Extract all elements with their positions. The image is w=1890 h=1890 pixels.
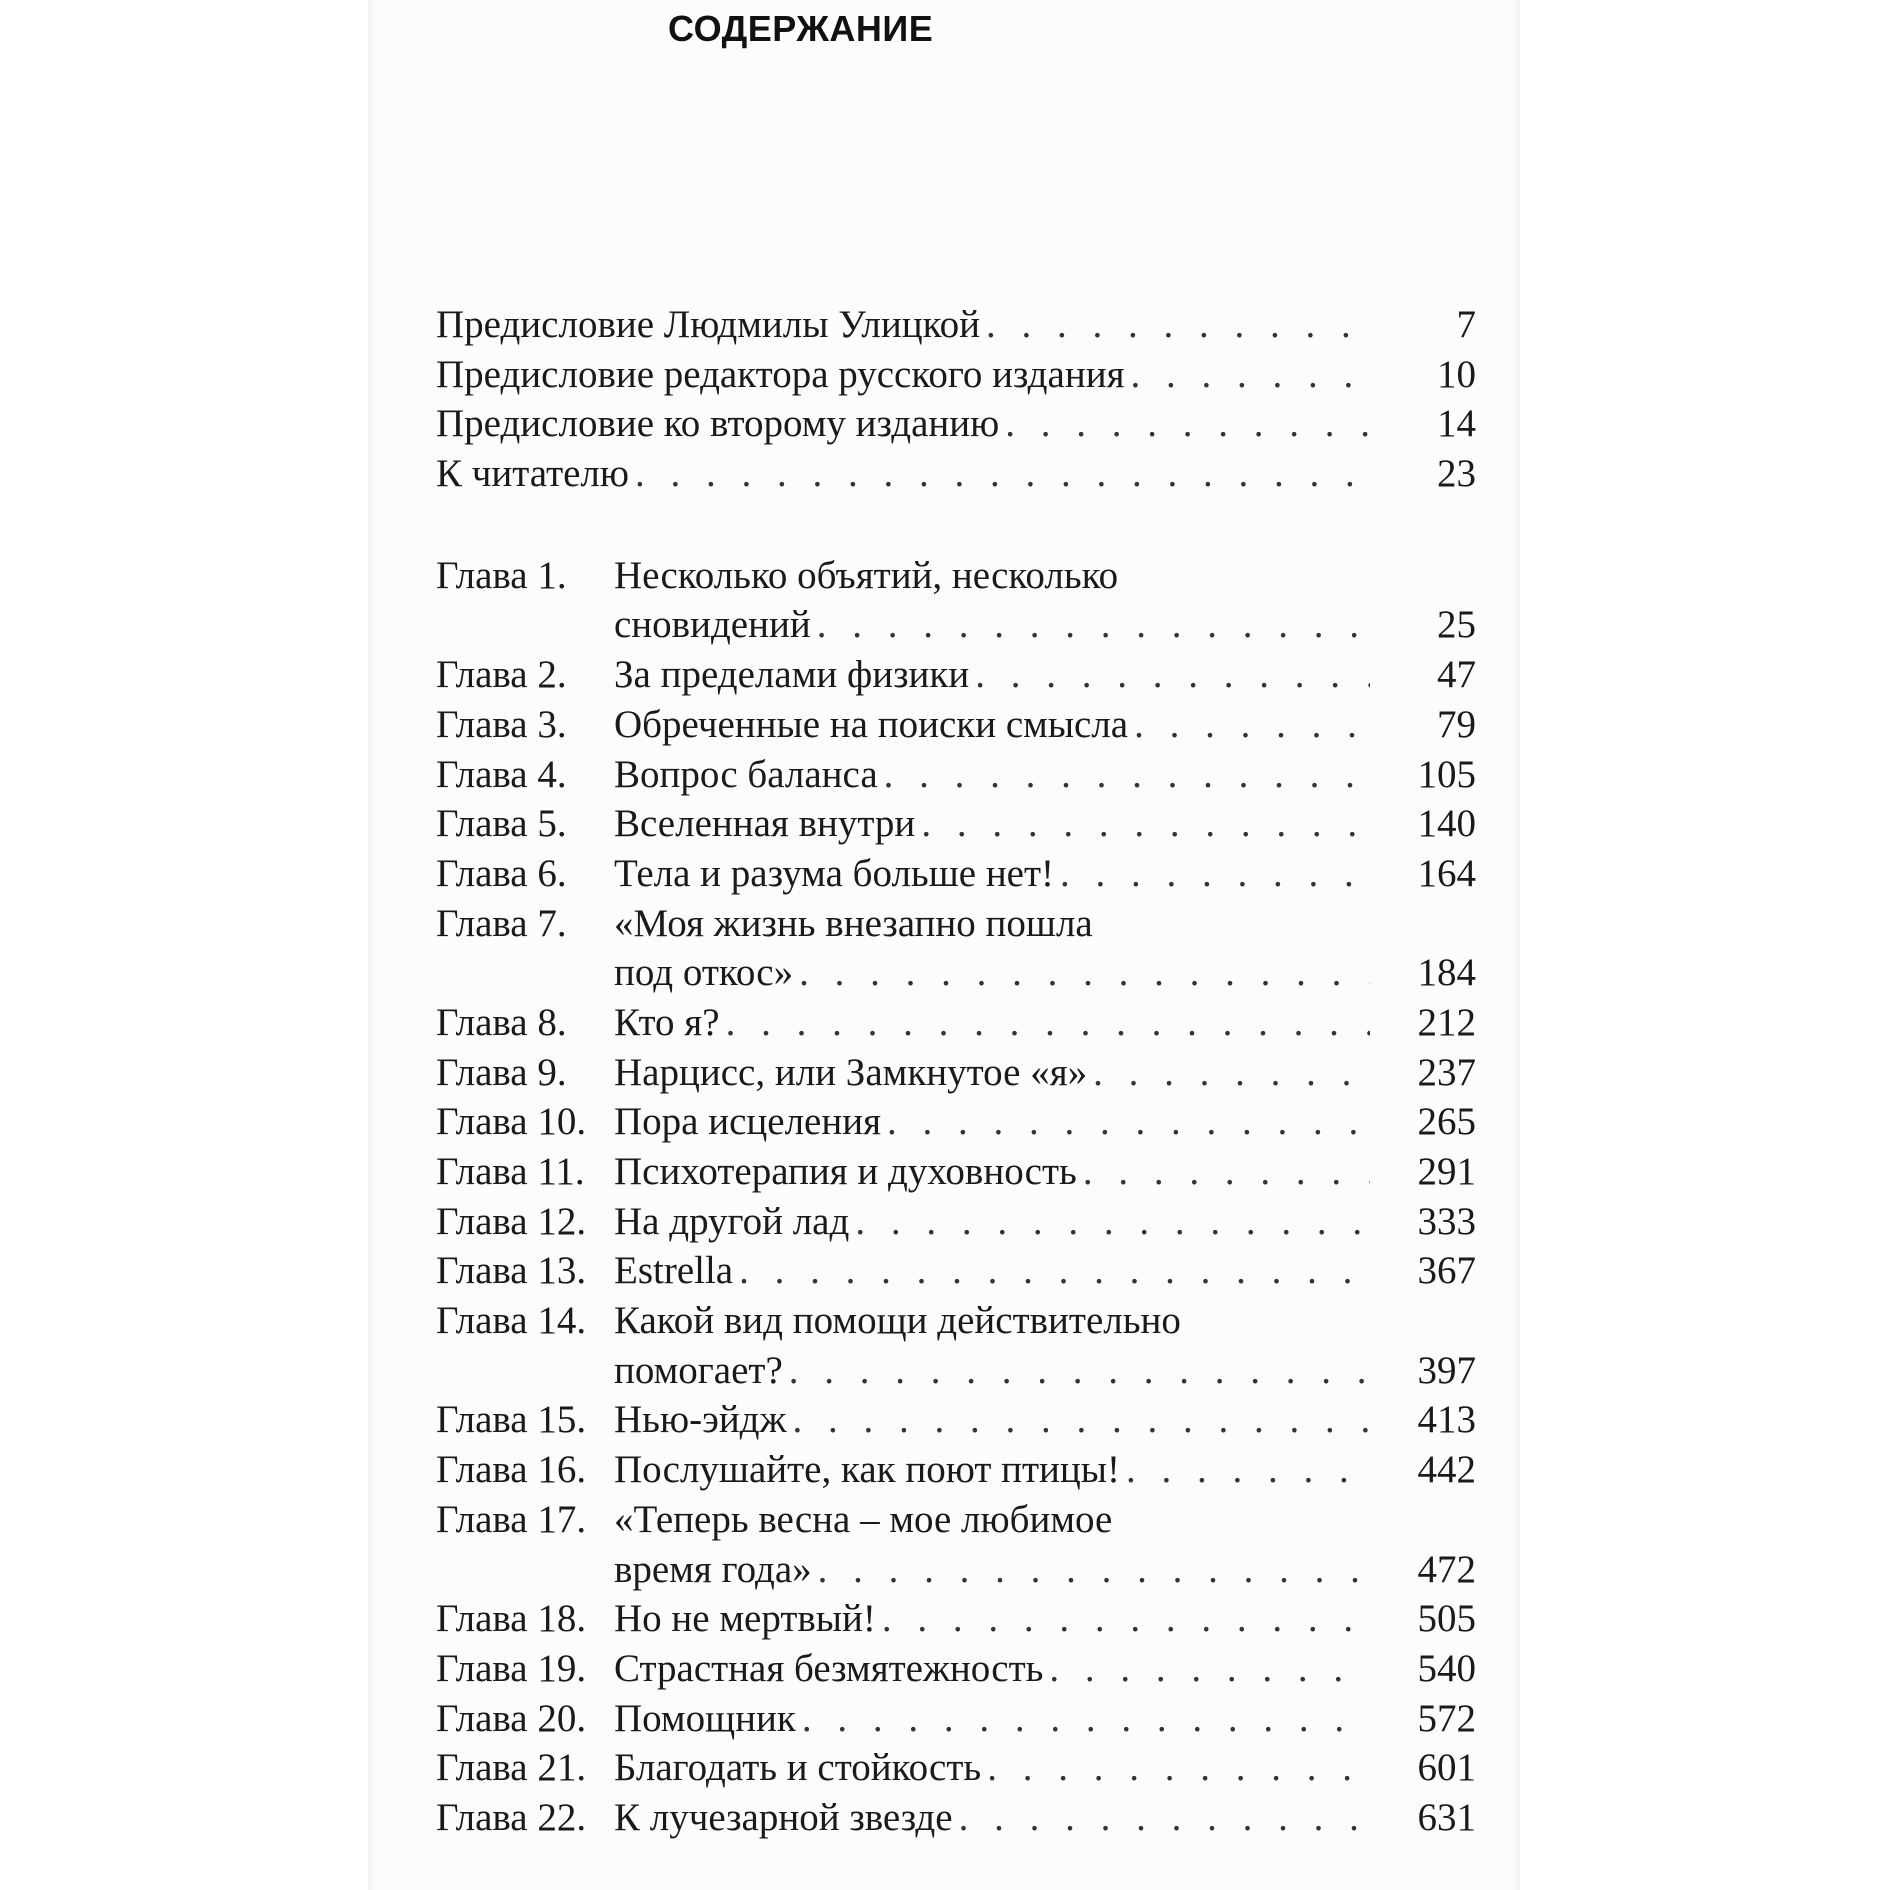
section-gap	[436, 499, 1476, 551]
page-number: 540	[1417, 1646, 1476, 1690]
toc-entry	[436, 700, 1476, 750]
dot-leader	[1087, 1048, 1370, 1098]
chapter-title: Психотерапия и духовность	[614, 1150, 1077, 1193]
chapter-label: Глава 8.	[436, 1000, 567, 1044]
page-number: 79	[1437, 702, 1476, 746]
dot-leader	[793, 948, 1370, 998]
chapter-label: Глава 14.	[436, 1299, 587, 1343]
page-number: 23	[1437, 452, 1476, 496]
dot-leader	[876, 1594, 1370, 1644]
chapter-label: Глава 4.	[436, 752, 567, 796]
page-number: 397	[1417, 1348, 1476, 1392]
entry-title: Предисловие ко второму изданию	[436, 402, 1000, 446]
chapter-title-line2: помогает?	[614, 1348, 783, 1392]
entry-title: Предисловие редактора русского издания	[436, 352, 1125, 396]
page-number: 212	[1417, 1000, 1476, 1044]
toc-entry	[436, 600, 1476, 650]
toc-entry	[436, 399, 1476, 449]
page-number: 10	[1437, 352, 1476, 396]
chapter-label: Глава 10.	[436, 1100, 587, 1144]
dot-leader	[720, 998, 1370, 1048]
chapter-title-line1: Несколько объятий, несколько	[614, 553, 1119, 597]
chapter-label: Глава 21.	[436, 1746, 587, 1790]
dot-leader	[1054, 849, 1370, 899]
toc-entry-line	[436, 551, 1476, 601]
chapter-title: Помощник	[614, 1696, 796, 1740]
chapter-label: Глава 17.	[436, 1497, 587, 1541]
toc-entry	[436, 1743, 1476, 1793]
toc-entry	[436, 300, 1476, 350]
page-number: 505	[1417, 1597, 1476, 1641]
toc-entry	[436, 1545, 1476, 1595]
page-number: 333	[1417, 1199, 1476, 1243]
page-number: 631	[1417, 1795, 1476, 1839]
chapter-label: Глава 2.	[436, 653, 567, 697]
dot-leader	[812, 1545, 1370, 1595]
chapter-label: Глава 19.	[436, 1646, 587, 1690]
chapter-title: Послушайте, как поют птицы!	[614, 1448, 1120, 1492]
page-number: 47	[1437, 653, 1476, 697]
page-number: 291	[1417, 1150, 1476, 1193]
dot-leader	[629, 449, 1370, 499]
chapter-title: Кто я?	[614, 1000, 720, 1044]
dot-leader	[1120, 1445, 1370, 1495]
toc-entry	[436, 1346, 1476, 1396]
chapter-title: Вселенная внутри	[614, 802, 916, 846]
page-number: 367	[1417, 1249, 1476, 1293]
page-number: 572	[1417, 1696, 1476, 1740]
chapter-title: Вопрос баланса	[614, 752, 878, 796]
chapter-list	[436, 551, 1476, 1843]
chapter-title: Тела и разума больше нет!	[614, 851, 1055, 895]
dot-leader	[969, 650, 1370, 700]
chapter-title: Estrella	[614, 1249, 734, 1293]
chapter-label: Глава 18.	[436, 1597, 587, 1641]
dot-leader	[915, 799, 1370, 849]
page-number: 25	[1437, 603, 1476, 647]
dot-leader	[980, 300, 1370, 350]
toc-entry-line	[436, 899, 1476, 949]
toc-entry	[436, 1048, 1476, 1098]
toc-entry	[436, 849, 1476, 899]
chapter-title: На другой лад	[614, 1199, 850, 1243]
chapter-label: Глава 6.	[436, 851, 567, 895]
page-number: 265	[1417, 1100, 1476, 1144]
dot-leader	[953, 1793, 1370, 1843]
page-number: 164	[1417, 851, 1476, 895]
dot-leader	[786, 1395, 1370, 1445]
toc-entry	[436, 650, 1476, 700]
toc-entry	[436, 1395, 1476, 1445]
toc-entry	[436, 998, 1476, 1048]
dot-leader	[1077, 1147, 1370, 1197]
toc-entry	[436, 1246, 1476, 1296]
table-of-contents	[436, 300, 1476, 1843]
page-number: 413	[1417, 1398, 1476, 1442]
chapter-label: Глава 1.	[436, 553, 567, 597]
dot-leader	[1128, 700, 1370, 750]
toc-entry	[436, 799, 1476, 849]
chapter-title: За пределами физики	[614, 653, 970, 697]
dot-leader	[881, 1097, 1370, 1147]
page-number: 472	[1417, 1547, 1476, 1591]
chapter-title: Страстная безмятежность	[614, 1646, 1044, 1690]
toc-entry-line	[436, 1296, 1476, 1346]
dot-leader	[981, 1743, 1370, 1793]
chapter-title: Нарцисс, или Замкнутое «я»	[614, 1050, 1088, 1094]
chapter-title: К лучезарной звезде	[614, 1795, 953, 1839]
toc-entry	[436, 750, 1476, 800]
toc-entry	[436, 1694, 1476, 1744]
page-number: 140	[1417, 802, 1476, 846]
page-title: СОДЕРЖАНИЕ	[668, 8, 934, 49]
dot-leader	[1043, 1644, 1370, 1694]
page-number: 14	[1437, 402, 1476, 446]
entry-title: К читателю	[436, 452, 630, 496]
toc-entry	[436, 1097, 1476, 1147]
chapter-label: Глава 12.	[436, 1199, 587, 1243]
toc-entry	[436, 1147, 1476, 1197]
chapter-title: Пора исцеления	[614, 1100, 882, 1144]
dot-leader	[811, 600, 1370, 650]
chapter-title: Нью-эйдж	[614, 1398, 787, 1442]
chapter-title-line1: Какой вид помощи действительно	[614, 1299, 1181, 1343]
chapter-label: Глава 5.	[436, 802, 567, 846]
chapter-title: Благодать и стойкость	[614, 1746, 982, 1790]
chapter-label: Глава 7.	[436, 901, 567, 945]
dot-leader	[849, 1197, 1370, 1247]
page-number: 105	[1417, 752, 1476, 796]
toc-entry	[436, 1197, 1476, 1247]
page-number: 184	[1417, 951, 1476, 995]
toc-entry	[436, 449, 1476, 499]
chapter-title-line2: сновидений	[614, 603, 811, 647]
toc-entry	[436, 1644, 1476, 1694]
dot-leader	[783, 1346, 1370, 1396]
chapter-title: Обреченные на поиски смысла	[614, 702, 1129, 746]
toc-entry	[436, 1793, 1476, 1843]
chapter-label: Глава 9.	[436, 1050, 567, 1094]
page-number: 601	[1417, 1746, 1476, 1790]
dot-leader	[878, 750, 1370, 800]
chapter-label: Глава 20.	[436, 1696, 587, 1740]
entry-title: Предисловие Людмилы Улицкой	[436, 303, 980, 346]
dot-leader	[1125, 350, 1370, 400]
chapter-label: Глава 15.	[436, 1398, 587, 1442]
page-number: 442	[1417, 1448, 1476, 1492]
chapter-label: Глава 13.	[436, 1249, 587, 1293]
dot-leader	[999, 399, 1370, 449]
toc-entry-line	[436, 1495, 1476, 1545]
chapter-label: Глава 16.	[436, 1448, 587, 1492]
chapter-title-line1: «Моя жизнь внезапно пошла	[614, 901, 1093, 945]
chapter-label: Глава 22.	[436, 1795, 587, 1839]
toc-entry	[436, 350, 1476, 400]
page-number: 237	[1417, 1050, 1476, 1094]
chapter-title-line2: под откос»	[614, 951, 794, 995]
toc-entry	[436, 1445, 1476, 1495]
page-number: 7	[1456, 303, 1476, 346]
dot-leader	[796, 1694, 1370, 1744]
chapter-label: Глава 3.	[436, 702, 567, 746]
toc-entry	[436, 948, 1476, 998]
chapter-title: Но не мертвый!	[614, 1597, 876, 1641]
chapter-title-line2: время года»	[614, 1547, 812, 1591]
dot-leader	[733, 1246, 1370, 1296]
toc-entry	[436, 1594, 1476, 1644]
chapter-label: Глава 11.	[436, 1150, 585, 1193]
chapter-title-line1: «Теперь весна – мое любимое	[614, 1497, 1113, 1541]
